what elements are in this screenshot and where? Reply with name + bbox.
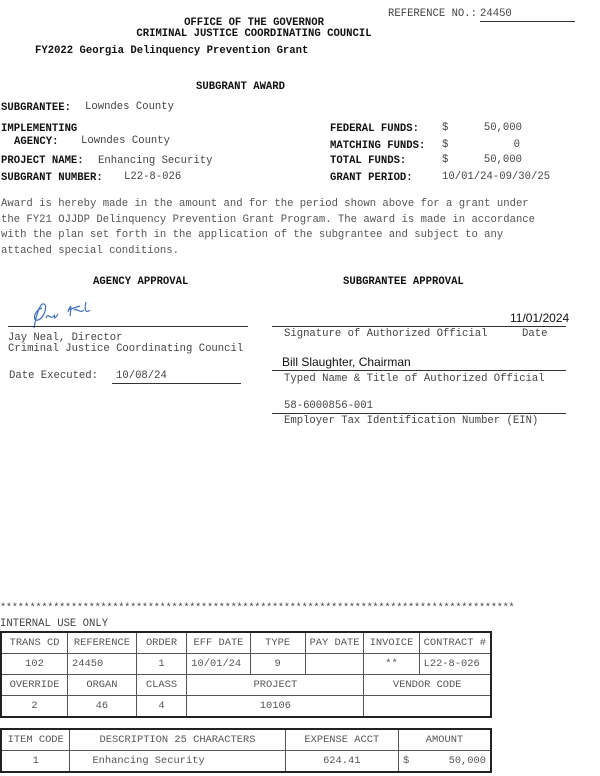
date-executed-label: Date Executed: [9, 370, 99, 382]
internal-table-2 [0, 728, 492, 773]
agency-signer-org: Criminal Justice Coordinating Council [8, 343, 244, 355]
ein-line [272, 413, 566, 414]
th-vendor-code: VENDOR CODE [364, 675, 491, 696]
th-reference: REFERENCE [68, 632, 137, 654]
separator: *************************************************************************************** [0, 603, 515, 614]
subgrantee-approval-title: SUBGRANTEE APPROVAL [343, 276, 464, 288]
cell-reference: 24450 [68, 654, 137, 675]
project-name-label: PROJECT NAME: [1, 155, 84, 167]
grant-title: FY2022 Georgia Delinquency Prevention Grant [35, 45, 309, 57]
cell-amount: 50,000 [423, 751, 491, 773]
table-row [1, 729, 491, 751]
agency-value: Lowndes County [81, 135, 171, 147]
agency-label: AGENCY: [14, 136, 59, 148]
cell-project: 10106 [187, 696, 364, 718]
federal-funds-value: 50,000 [483, 122, 522, 134]
th-item-code: ITEM CODE [1, 729, 70, 751]
cell-order: 1 [136, 654, 186, 675]
typed-name-line [272, 370, 566, 371]
implementing-label: IMPLEMENTING [1, 123, 78, 135]
th-amount: AMOUNT [399, 729, 491, 751]
th-project: PROJECT [187, 675, 364, 696]
typed-name-value: Bill Slaughter, Chairman [282, 355, 411, 369]
council-title: CRIMINAL JUSTICE COORDINATING COUNCIL [136, 28, 372, 40]
table-row [1, 696, 491, 718]
subgrant-number-label: SUBGRANT NUMBER: [1, 172, 103, 184]
grant-period-label: GRANT PERIOD: [330, 172, 413, 184]
cell-description: Enhancing Security [70, 751, 285, 773]
date-executed-value: 10/08/24 [112, 371, 241, 384]
subgrantee-signature-line [272, 326, 566, 327]
reference-label: REFERENCE NO.: [388, 8, 478, 20]
cell-organ: 46 [68, 696, 137, 718]
cell-override: 2 [1, 696, 68, 718]
grant-period-value: 10/01/24-09/30/25 [442, 171, 551, 183]
table-row [1, 632, 491, 654]
cell-item-code: 1 [1, 751, 70, 773]
federal-funds-label: FEDERAL FUNDS: [330, 123, 420, 135]
ein-value: 58-6000856-001 [284, 400, 374, 412]
agency-approval-title: AGENCY APPROVAL [93, 276, 189, 288]
table-row [1, 675, 491, 696]
cell-type: 9 [250, 654, 305, 675]
th-expense-acct: EXPENSE ACCT [285, 729, 398, 751]
th-trans-cd: TRANS CD [1, 632, 68, 654]
agency-signer-name: Jay Neal, Director [8, 332, 123, 344]
award-statement: Award is hereby made in the amount and for the period shown above for a grant under the FY21 OJJDP Delinquency Prevention Grant Program. The award is made in accordance with the plan set forth in the application of the subgrantee and subject to any attached special conditions. [1, 198, 536, 258]
th-invoice: INVOICE [364, 632, 419, 654]
cell-contract: L22-8-026 [419, 654, 491, 675]
project-name-value: Enhancing Security [98, 155, 213, 167]
date-label: Date [522, 328, 548, 340]
cell-class: 4 [136, 696, 186, 718]
cell-amount-currency: $ [399, 751, 424, 773]
matching-funds-label: MATCHING FUNDS: [330, 140, 426, 152]
table-row [1, 751, 491, 773]
subgrant-number-value: L22-8-026 [124, 171, 182, 183]
table-row [1, 654, 491, 675]
th-class: CLASS [136, 675, 186, 696]
cell-expense-acct: 624.41 [285, 751, 398, 773]
subgrantee-value: Lowndes County [85, 101, 175, 113]
reference-value: 24450 [480, 9, 575, 22]
agency-signature-line [8, 326, 248, 327]
cell-trans-cd: 102 [1, 654, 68, 675]
total-currency: $ [442, 154, 449, 166]
section-title: SUBGRANT AWARD [196, 81, 286, 93]
internal-use-label: INTERNAL USE ONLY [0, 618, 109, 630]
th-pay-date: PAY DATE [305, 632, 364, 654]
typed-name-label: Typed Name & Title of Authorized Official [284, 373, 545, 385]
subgrantee-label: SUBGRANTEE: [1, 102, 71, 114]
office-title: OFFICE OF THE GOVERNOR [184, 17, 324, 29]
matching-funds-value: 0 [513, 139, 520, 151]
th-description: DESCRIPTION 25 CHARACTERS [70, 729, 285, 751]
th-type: TYPE [250, 632, 305, 654]
ein-label: Employer Tax Identification Number (EIN) [284, 415, 539, 427]
th-override: OVERRIDE [1, 675, 68, 696]
total-funds-value: 50,000 [483, 154, 522, 166]
th-eff-date: EFF DATE [187, 632, 250, 654]
federal-currency: $ [442, 122, 449, 134]
signature-label: Signature of Authorized Official [284, 328, 488, 340]
cell-vendor-code [364, 696, 491, 718]
total-funds-label: TOTAL FUNDS: [330, 155, 407, 167]
cell-eff-date: 10/01/24 [187, 654, 250, 675]
cell-invoice: ** [364, 654, 419, 675]
th-contract: CONTRACT # [419, 632, 491, 654]
subgrantee-date-value: 11/01/2024 [510, 311, 570, 325]
cell-pay-date [305, 654, 364, 675]
internal-table-1 [0, 631, 492, 718]
th-organ: ORGAN [68, 675, 137, 696]
matching-currency: $ [442, 139, 449, 151]
th-order: ORDER [136, 632, 186, 654]
